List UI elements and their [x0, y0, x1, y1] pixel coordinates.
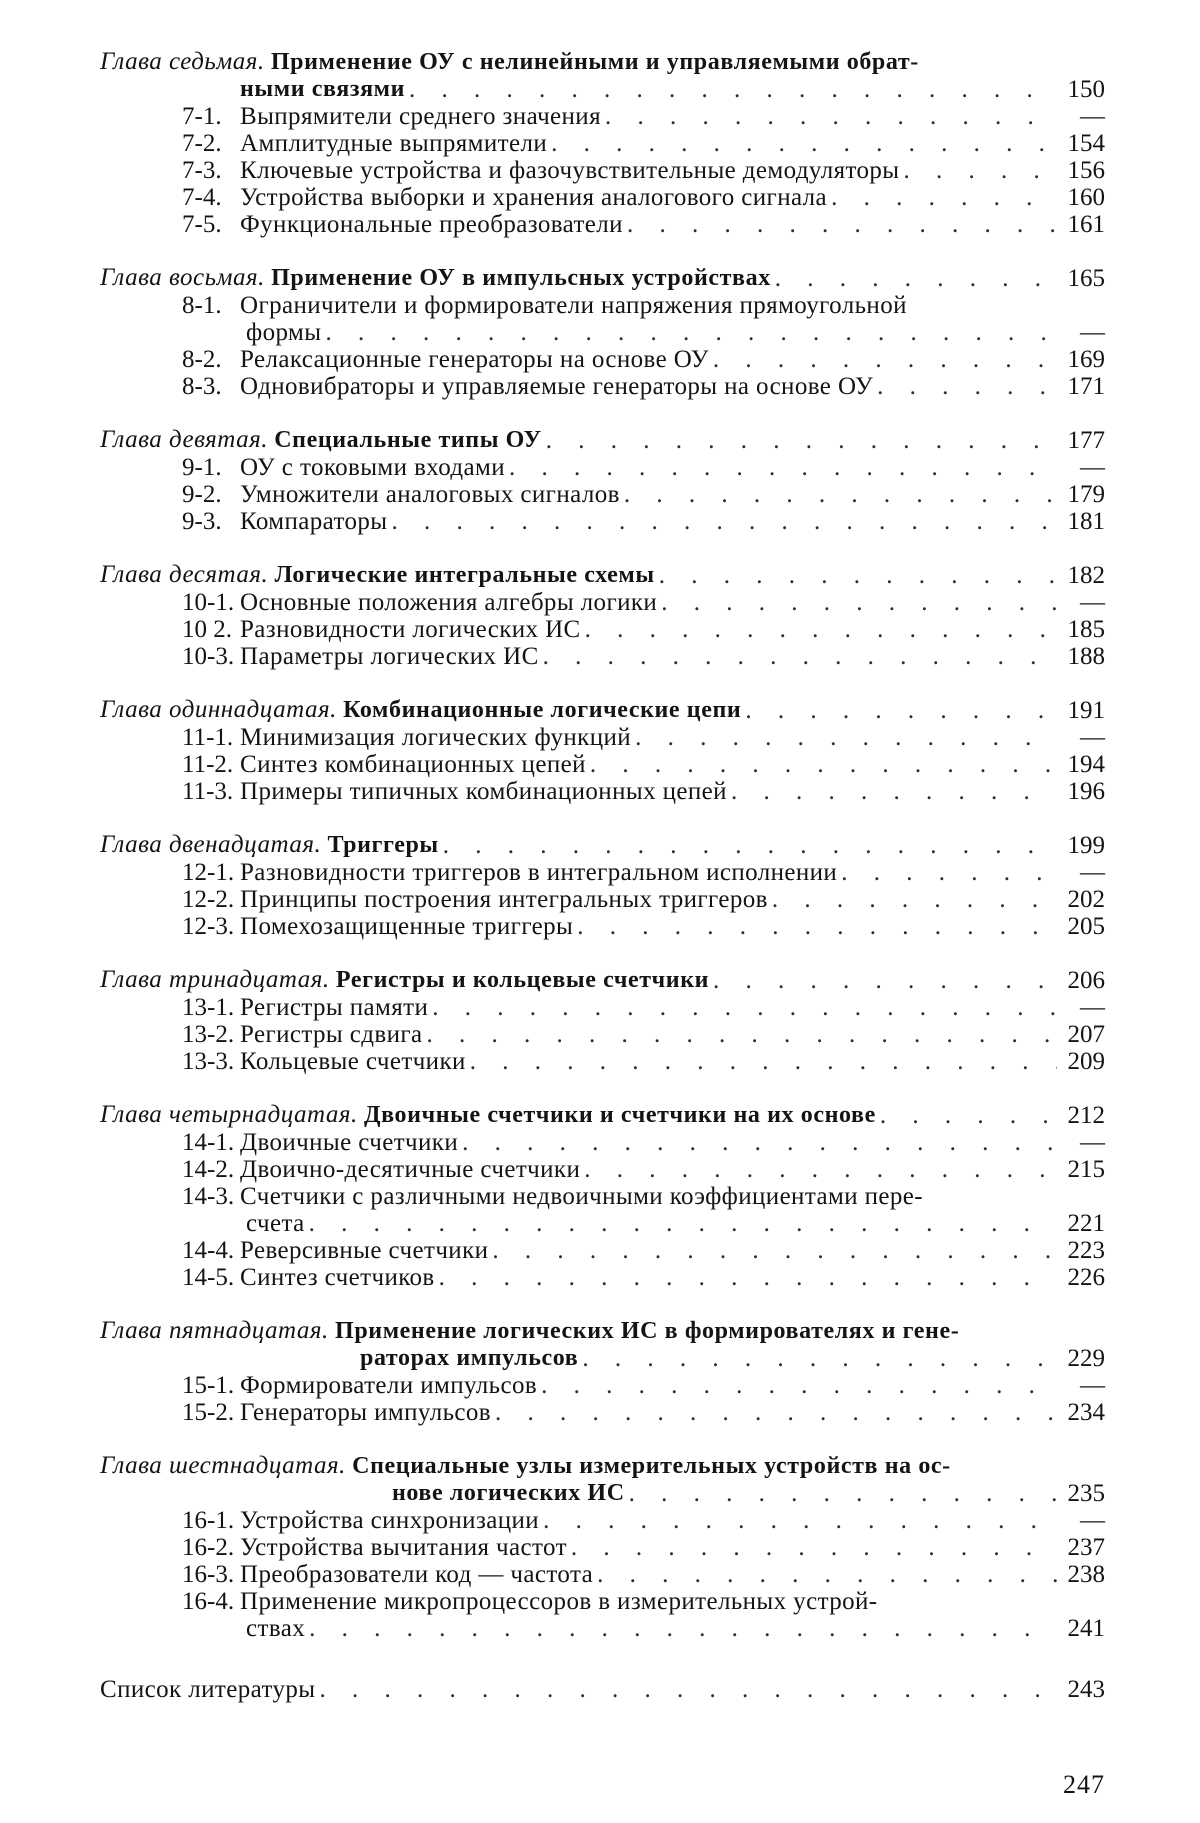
leader-dots: [880, 1102, 1057, 1129]
chapter-7-heading: [100, 48, 1105, 76]
section-title: Устройства синхронизации: [240, 1507, 540, 1534]
leader-dots: [492, 1237, 1057, 1264]
page-number: —: [1080, 859, 1105, 886]
section-number: 7-3.: [182, 157, 222, 184]
section-number: 12-2.: [182, 886, 235, 913]
page-number: 235: [1067, 1480, 1105, 1507]
page-number: 160: [1067, 184, 1105, 211]
section-title: Формирователи импульсов: [240, 1372, 538, 1399]
page-number: 171: [1067, 373, 1105, 400]
toc-entry: [100, 1264, 1105, 1291]
toc-entry: [100, 994, 1105, 1021]
chapter-title: Двоичные счетчики и счетчики на их основе: [364, 1102, 876, 1128]
section-number: 10-3.: [182, 643, 235, 670]
toc-entry: [100, 103, 1105, 130]
toc-entry: [100, 184, 1105, 211]
toc-entry: [100, 724, 1105, 751]
section-title-continued: счета: [246, 1210, 305, 1237]
page-number: —: [1080, 1507, 1105, 1534]
toc-entry: [100, 751, 1105, 778]
toc-entry: [100, 589, 1105, 616]
leader-dots: [432, 994, 1057, 1021]
page-number: 238: [1067, 1561, 1105, 1588]
section-number: 8-2.: [182, 346, 222, 373]
section-title: Синтез счетчиков: [240, 1264, 435, 1291]
leader-dots: [509, 454, 1057, 481]
chapter-8-heading: [100, 264, 1105, 292]
section-title: Ограничители и формирователи напряжения прямоугольной: [240, 292, 907, 319]
chapter-label: Глава одиннадцатая.: [100, 696, 337, 723]
section-title: Применение микропроцессоров в измерительных устрой-: [240, 1588, 878, 1615]
section-title: ОУ с токовыми входами: [240, 454, 506, 481]
section-number: 13-1.: [182, 994, 235, 1021]
chapter-title: Комбинационные логические цепи: [343, 697, 742, 723]
toc-entry: [100, 1183, 1105, 1210]
literature-title: Список литературы: [100, 1676, 316, 1703]
page-number: 223: [1067, 1237, 1105, 1264]
chapter-title: Применение ОУ в импульсных устройствах: [271, 265, 771, 291]
chapter-title: Специальные узлы измерительных устройств на ос-: [352, 1453, 951, 1479]
section-title: Умножители аналоговых сигналов: [240, 481, 620, 508]
page-number: 165: [1067, 265, 1105, 292]
toc-entry: [100, 1237, 1105, 1264]
section-title: Помехозащищенные триггеры: [240, 913, 574, 940]
section-number: 9-1.: [182, 454, 222, 481]
toc-entry: [100, 1156, 1105, 1183]
toc-entry: [100, 859, 1105, 886]
section-title: Параметры логических ИС: [240, 643, 539, 670]
chapter-title-continued: ными связями: [240, 76, 406, 102]
chapter-title: Логические интегральные схемы: [274, 562, 655, 588]
leader-dots: [772, 886, 1057, 913]
section-title: Двоичные счетчики: [240, 1129, 459, 1156]
section-title: Синтез комбинационных цепей: [240, 751, 586, 778]
leader-dots: [443, 832, 1057, 859]
toc-entry: [100, 886, 1105, 913]
section-number: 14-2.: [182, 1156, 235, 1183]
chapter-12-heading: [100, 831, 1105, 859]
chapter-14-heading: [100, 1101, 1105, 1129]
section-number: 8-3.: [182, 373, 222, 400]
leader-dots: [462, 1129, 1057, 1156]
toc-entry-continued: [100, 1615, 1105, 1642]
toc-entry: [100, 1561, 1105, 1588]
leader-dots: [541, 1372, 1057, 1399]
section-number: 12-3.: [182, 913, 235, 940]
section-title: Ключевые устройства и фазочувствительные демодуляторы: [240, 157, 900, 184]
toc-entry: [100, 1507, 1105, 1534]
leader-dots: [495, 1399, 1057, 1426]
chapter-15-heading: [100, 1317, 1105, 1345]
chapter-title: Специальные типы ОУ: [274, 427, 542, 453]
chapter-label: Глава седьмая.: [100, 48, 265, 75]
leader-dots: [629, 1480, 1057, 1507]
toc-entry: [100, 1372, 1105, 1399]
page-number: 156: [1067, 157, 1105, 184]
toc-entry: [100, 130, 1105, 157]
leader-dots: [659, 562, 1057, 589]
page-number: —: [1080, 454, 1105, 481]
section-number: 11-2.: [182, 751, 234, 778]
section-title: Основные положения алгебры логики: [240, 589, 658, 616]
chapter-label: Глава четырнадцатая.: [100, 1101, 358, 1128]
section-number: 13-2.: [182, 1021, 235, 1048]
section-number: 14-5.: [182, 1264, 235, 1291]
leader-dots: [309, 1615, 1057, 1642]
section-title: Принципы построения интегральных триггеров: [240, 886, 768, 913]
section-title-continued: формы: [246, 319, 322, 346]
leader-dots: [627, 211, 1057, 238]
toc-entry: [100, 1048, 1105, 1075]
chapter-11-heading: [100, 696, 1105, 724]
page-number: 182: [1067, 562, 1105, 589]
chapter-title: Применение логических ИС в формирователях и гене-: [335, 1318, 960, 1344]
chapter-label: Глава восьмая.: [100, 264, 265, 291]
chapter-label: Глава десятая.: [100, 561, 269, 588]
toc-entry: [100, 913, 1105, 940]
leader-dots: [877, 373, 1057, 400]
leader-dots: [582, 1345, 1057, 1372]
page-number: 212: [1067, 1102, 1105, 1129]
section-number: 16-2.: [182, 1534, 235, 1561]
chapter-15-heading-continued: [100, 1345, 1105, 1372]
chapter-title: Регистры и кольцевые счетчики: [335, 967, 710, 993]
page-number: 185: [1067, 616, 1105, 643]
leader-dots: [713, 346, 1057, 373]
leader-dots: [543, 643, 1057, 670]
chapter-13-heading: [100, 966, 1105, 994]
section-number: 16-1.: [182, 1507, 235, 1534]
page-number: 161: [1067, 211, 1105, 238]
page-number: 196: [1067, 778, 1105, 805]
section-title: Кольцевые счетчики: [240, 1048, 466, 1075]
leader-dots: [470, 1048, 1057, 1075]
leader-dots: [427, 1021, 1057, 1048]
section-number: 7-4.: [182, 184, 222, 211]
section-title: Реверсивные счетчики: [240, 1237, 489, 1264]
section-number: 15-2.: [182, 1399, 235, 1426]
leader-dots: [325, 319, 1057, 346]
page-number: 209: [1067, 1048, 1105, 1075]
section-number: 14-4.: [182, 1237, 235, 1264]
toc-entry: [100, 508, 1105, 535]
page-number: 202: [1067, 886, 1105, 913]
toc-entry: [100, 373, 1105, 400]
chapter-10-heading: [100, 561, 1105, 589]
chapter-label: Глава тринадцатая.: [100, 966, 330, 993]
section-number: 14-1.: [182, 1129, 235, 1156]
section-title: Регистры памяти: [240, 994, 429, 1021]
toc-entry: [100, 1588, 1105, 1615]
section-title: Функциональные преобразователи: [240, 211, 623, 238]
leader-dots: [319, 1676, 1057, 1703]
chapter-16-heading-continued: [100, 1480, 1105, 1507]
section-title: Регистры сдвига: [240, 1021, 423, 1048]
leader-dots: [546, 427, 1057, 454]
leader-dots: [585, 616, 1057, 643]
page-number: 234: [1067, 1399, 1105, 1426]
page-number: —: [1080, 589, 1105, 616]
toc-entry-continued: [100, 319, 1105, 346]
page-number: 221: [1067, 1210, 1105, 1237]
page-number: —: [1080, 1372, 1105, 1399]
section-title: Разновидности логических ИС: [240, 616, 581, 643]
section-title: Преобразователи код — частота: [240, 1561, 594, 1588]
leader-dots: [713, 967, 1057, 994]
page-number: 241: [1067, 1615, 1105, 1642]
chapter-label: Глава шестнадцатая.: [100, 1452, 346, 1479]
toc-entry: [100, 1534, 1105, 1561]
section-number: 13-3.: [182, 1048, 235, 1075]
section-number: 10 2.: [182, 616, 232, 643]
leader-dots: [841, 859, 1057, 886]
page-number: 154: [1067, 130, 1105, 157]
leader-dots: [597, 1561, 1057, 1588]
leader-dots: [624, 481, 1057, 508]
section-number: 9-3.: [182, 508, 222, 535]
toc-entry: [100, 616, 1105, 643]
leader-dots: [904, 157, 1057, 184]
leader-dots: [584, 1156, 1057, 1183]
page-number: 191: [1067, 697, 1105, 724]
section-number: 9-2.: [182, 481, 222, 508]
section-number: 16-3.: [182, 1561, 235, 1588]
section-title: Выпрямители среднего значения: [240, 103, 601, 130]
leader-dots: [745, 697, 1057, 724]
page-number: 205: [1067, 913, 1105, 940]
section-number: 7-5.: [182, 211, 222, 238]
toc-entry: [100, 778, 1105, 805]
leader-dots: [577, 913, 1057, 940]
leader-dots: [309, 1210, 1057, 1237]
leader-dots: [590, 751, 1057, 778]
leader-dots: [392, 508, 1058, 535]
toc-entry: [100, 211, 1105, 238]
page-number: 243: [1067, 1676, 1105, 1703]
page-number: —: [1080, 1129, 1105, 1156]
page-number: 226: [1067, 1264, 1105, 1291]
page-number: 179: [1067, 481, 1105, 508]
chapter-label: Глава пятнадцатая.: [100, 1317, 329, 1344]
leader-dots: [831, 184, 1057, 211]
leader-dots: [439, 1264, 1057, 1291]
section-title: Минимизация логических функций: [240, 724, 632, 751]
leader-dots: [543, 1507, 1057, 1534]
chapter-16-heading: [100, 1452, 1105, 1480]
leader-dots: [635, 724, 1057, 751]
chapter-title: Применение ОУ с нелинейными и управляемыми обрат-: [270, 49, 919, 75]
section-title-continued: ствах: [246, 1615, 306, 1642]
section-title: Компараторы: [240, 508, 388, 535]
leader-dots: [775, 265, 1057, 292]
chapter-7-heading-continued: [100, 76, 1105, 103]
section-number: 16-4.: [182, 1588, 235, 1615]
leader-dots: [551, 130, 1057, 157]
page-number: 237: [1067, 1534, 1105, 1561]
chapter-label: Глава девятая.: [100, 426, 268, 453]
toc-entry-continued: [100, 1210, 1105, 1237]
page-folio: 247: [1063, 1770, 1105, 1799]
leader-dots: [661, 589, 1057, 616]
section-number: 12-1.: [182, 859, 235, 886]
section-number: 11-3.: [182, 778, 234, 805]
page-number: 215: [1067, 1156, 1105, 1183]
leader-dots: [731, 778, 1057, 805]
table-of-contents: [100, 48, 1105, 1703]
toc-entry: [100, 643, 1105, 670]
section-title: Разновидности триггеров в интегральном исполнении: [240, 859, 838, 886]
leader-dots: [571, 1534, 1057, 1561]
section-title: Примеры типичных комбинационных цепей: [240, 778, 727, 805]
page-number: —: [1080, 103, 1105, 130]
section-title: Одновибраторы и управляемые генераторы на основе ОУ: [240, 373, 874, 400]
section-title: Генераторы импульсов: [240, 1399, 491, 1426]
page-number: 169: [1067, 346, 1105, 373]
literature-entry: [100, 1676, 1105, 1703]
page-number: 206: [1067, 967, 1105, 994]
leader-dots: [605, 103, 1057, 130]
toc-entry: [100, 292, 1105, 319]
page-number: —: [1080, 319, 1105, 346]
page-number: 207: [1067, 1021, 1105, 1048]
section-title: Амплитудные выпрямители: [240, 130, 548, 157]
page-number: 194: [1067, 751, 1105, 778]
page-number: 181: [1067, 508, 1105, 535]
section-number: 7-2.: [182, 130, 222, 157]
chapter-title: Триггеры: [327, 832, 439, 858]
section-number: 10-1.: [182, 589, 235, 616]
page-number: 188: [1067, 643, 1105, 670]
leader-dots: [409, 76, 1057, 103]
page-number: 229: [1067, 1345, 1105, 1372]
toc-entry: [100, 1021, 1105, 1048]
section-title: Релаксационные генераторы на основе ОУ: [240, 346, 709, 373]
section-title: Устройства выборки и хранения аналогового сигнала: [240, 184, 828, 211]
chapter-9-heading: [100, 426, 1105, 454]
chapter-title-continued: нове логических ИС: [392, 1480, 625, 1506]
toc-entry: [100, 346, 1105, 373]
page-number: 177: [1067, 427, 1105, 454]
section-title: Устройства вычитания частот: [240, 1534, 567, 1561]
page-number: —: [1080, 994, 1105, 1021]
section-number: 14-3.: [182, 1183, 235, 1210]
toc-entry: [100, 1129, 1105, 1156]
toc-entry: [100, 157, 1105, 184]
toc-entry: [100, 1399, 1105, 1426]
section-title: Счетчики с различными недвоичными коэффициентами пере-: [240, 1183, 924, 1210]
section-number: 7-1.: [182, 103, 222, 130]
page-number: —: [1080, 724, 1105, 751]
section-number: 11-1.: [182, 724, 234, 751]
page-number: 150: [1067, 76, 1105, 103]
toc-entry: [100, 454, 1105, 481]
chapter-title-continued: раторах импульсов: [360, 1345, 579, 1371]
page-number: 199: [1067, 832, 1105, 859]
section-title: Двоично-десятичные счетчики: [240, 1156, 581, 1183]
section-number: 15-1.: [182, 1372, 235, 1399]
section-number: 8-1.: [182, 292, 222, 319]
chapter-label: Глава двенадцатая.: [100, 831, 322, 858]
toc-entry: [100, 481, 1105, 508]
